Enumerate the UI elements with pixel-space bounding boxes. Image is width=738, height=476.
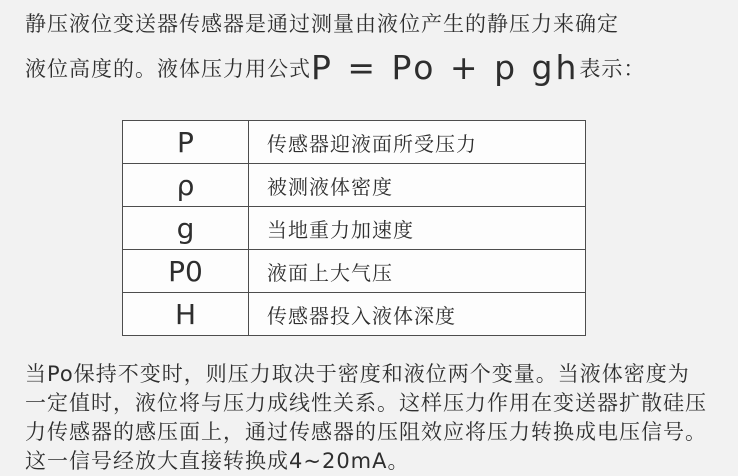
symbol-cell: P0 [123, 250, 249, 293]
symbol-cell: ρ [123, 164, 249, 207]
intro-line2-suffix: 表示： [579, 57, 646, 81]
body-line1: 当Po保持不变时，则压力取决于密度和液位两个变量。当液体密度为 [25, 362, 690, 386]
body-paragraph [25, 360, 730, 476]
symbol-cell: g [123, 207, 249, 250]
intro-line1: 静压液位变送器传感器是通过测量由液位产生的静压力来确定 [25, 12, 619, 36]
table-row [123, 293, 586, 336]
table-row [123, 121, 586, 164]
table-row [123, 164, 586, 207]
table-row [123, 207, 586, 250]
description-cell: 传感器迎液面所受压力 [249, 121, 586, 164]
body-line4: 这一信号经放大直接转换成4~20mA。 [25, 449, 410, 473]
table-row [123, 250, 586, 293]
description-cell: 被测液体密度 [249, 164, 586, 207]
symbol-cell: P [123, 121, 249, 164]
body-line3: 力传感器的感压面上，通过传感器的压阻效应将压力转换成电压信号。 [25, 420, 707, 444]
description-cell: 传感器投入液体深度 [249, 293, 586, 336]
body-line2: 一定值时，液位将与压力成线性关系。这样压力作用在变送器扩散硅压 [25, 391, 707, 415]
intro-line2-prefix: 液位高度的。液体压力用公式 [25, 57, 311, 81]
description-cell: 当地重力加速度 [249, 207, 586, 250]
intro-paragraph [25, 2, 725, 91]
description-cell: 液面上大气压 [249, 250, 586, 293]
symbol-cell: H [123, 293, 249, 336]
pressure-formula: P = Po + p gh [311, 48, 580, 87]
formula-symbol-table [122, 120, 586, 336]
